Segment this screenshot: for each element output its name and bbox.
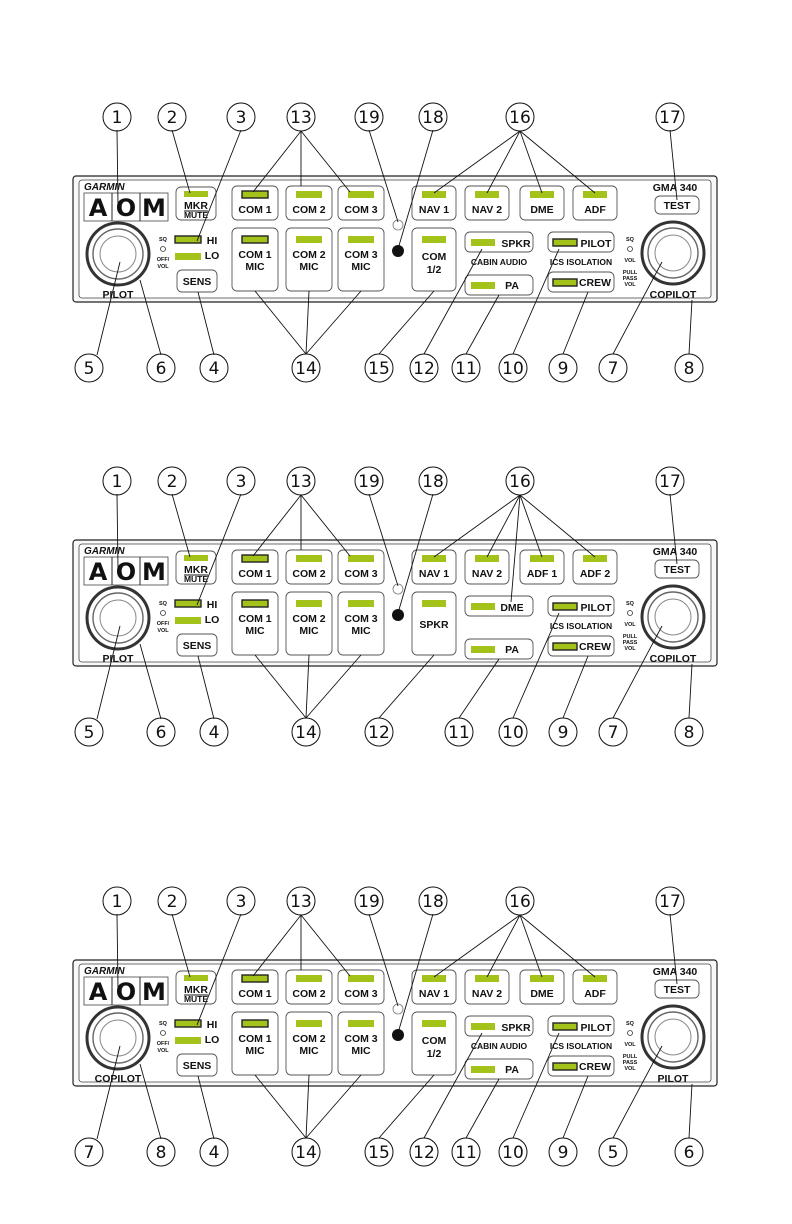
callout-number: 2 [166,108,178,128]
callout-number: 16 [509,472,531,492]
callout-number: 11 [455,359,477,379]
outer-marker-annunciator: O [115,558,137,586]
off-vol-label: VOL [157,628,169,634]
sq-label: SQ [159,601,167,607]
callout-number: 1 [111,108,123,128]
right-knob-label: COPILOT [649,289,697,301]
com-1-2-label: COM [421,1035,447,1047]
callout-leader [689,1084,692,1138]
mic-label: COM 3 [344,249,378,261]
com-3-led [348,555,374,562]
right-volume-knob[interactable] [642,1006,704,1068]
ics-isolation-label: ICS ISOLATION [549,257,613,267]
lo-label: LO [204,614,220,626]
callout-leader [466,1079,499,1138]
crew-isolation-led [553,279,577,286]
knob-inner [100,236,136,272]
com-2-led [296,555,322,562]
sq-label: SQ [159,237,167,243]
mic-label: COM 1 [238,249,272,261]
vol-label: VOL [624,1042,636,1048]
crew-isolation-label: CREW [578,277,612,289]
hi-led [175,236,201,243]
outer-marker-annunciator: A [88,194,108,222]
middle-marker-annunciator: M [142,978,166,1006]
com-1-led [242,555,268,562]
pilot-isolation-label: PILOT [580,1022,612,1034]
callout-number: 11 [448,723,470,743]
com-1-led [242,975,268,982]
speaker-led [471,1023,495,1030]
vol-label: VOL [624,622,636,628]
knob-inner [100,600,136,636]
lo-label: LO [204,250,220,262]
com-1-label: COM 1 [238,988,272,1000]
com-2-mic-led [296,1020,322,1027]
com-1-label: COM 1 [238,204,272,216]
mic-label: COM 2 [292,249,326,261]
callout-number: 19 [358,108,380,128]
mic-label: MIC [299,1045,319,1057]
callout-number: 6 [155,723,167,743]
callout-number: 16 [509,892,531,912]
outer-marker-annunciator: O [115,194,137,222]
sens-label: SENS [182,276,212,288]
mic-label: MIC [299,625,319,637]
callout-number: 7 [607,359,619,379]
left-volume-knob[interactable] [87,1007,149,1069]
pass-label: PASS [622,640,638,646]
speaker-led [471,239,495,246]
com-3-led [348,191,374,198]
intercom-mic-hole-icon [392,1029,404,1041]
intercom-mic-hole-icon [392,609,404,621]
lo-led [175,617,201,624]
vol-label: VOL [624,1066,636,1072]
com-1-led [242,191,268,198]
mute-label: MUTE [183,994,209,1004]
callout-number: 13 [290,472,312,492]
ics-isolation-label: ICS ISOLATION [549,621,613,631]
speaker-label: SPKR [501,1022,531,1034]
audio-panel-1 [73,103,717,382]
com-2-label: COM 2 [292,204,326,216]
vol-label: VOL [624,258,636,264]
audio-panel-3 [73,887,717,1166]
callout-number: 4 [208,359,220,379]
com-3-mic-led [348,600,374,607]
nav-label-1: NAV 1 [418,568,450,580]
vol-label: VOL [624,282,636,288]
mic-label: MIC [245,625,265,637]
right-volume-knob[interactable] [642,222,704,284]
pilot-isolation-label: PILOT [580,602,612,614]
com-3-mic-led [348,236,374,243]
nav-label-1: NAV 1 [418,988,450,1000]
callout-number: 4 [208,723,220,743]
left-volume-knob[interactable] [87,587,149,649]
com-2-label: COM 2 [292,568,326,580]
hi-label: HI [206,1019,218,1031]
nav-label-4: ADF 2 [579,568,611,580]
callout-number: 1 [111,472,123,492]
callout-number: 7 [607,723,619,743]
callout-leader [466,295,499,354]
crew-isolation-led [553,643,577,650]
callout-number: 12 [413,1143,435,1163]
callout-number: 5 [83,723,95,743]
pilot-isolation-led [553,603,577,610]
pa-label: PA [505,280,519,292]
com-2-led [296,191,322,198]
com-2-label: COM 2 [292,988,326,1000]
pa-led [471,646,495,653]
callout-number: 6 [683,1143,695,1163]
model-name: GMA 340 [652,546,698,558]
callout-number: 10 [502,723,524,743]
callout-number: 9 [557,1143,569,1163]
hi-led [175,600,201,607]
com-1-mic-led [242,600,268,607]
callout-number: 3 [235,892,247,912]
pilot-isolation-label: PILOT [580,238,612,250]
callout-number: 9 [557,723,569,743]
mic-label: MIC [245,1045,265,1057]
com-3-label: COM 3 [344,204,378,216]
mkr-led [184,975,208,981]
test-label: TEST [663,984,691,996]
callout-number: 1 [111,892,123,912]
nav-led-4 [583,975,607,982]
pa-led [471,1066,495,1073]
crew-isolation-label: CREW [578,641,612,653]
callout-number: 19 [358,472,380,492]
pa-label: PA [505,1064,519,1076]
left-knob-label: COPILOT [94,1073,142,1085]
center-button-led [422,236,446,243]
garmin-logo: GARMIN [84,546,125,557]
callout-number: 6 [155,359,167,379]
pa-led [471,282,495,289]
sq-label: SQ [626,1021,634,1027]
nav-led-1 [422,975,446,982]
nav-label-3: DME [530,204,554,216]
callout-number: 19 [358,892,380,912]
outer-marker-annunciator: A [88,558,108,586]
audio-panel-2 [73,467,717,746]
sens-label: SENS [182,1060,212,1072]
nav-led-1 [422,555,446,562]
callout-number: 8 [683,723,695,743]
nav-led-4 [583,555,607,562]
callout-number: 14 [295,1143,317,1163]
off-vol-label: OFF/ [156,257,170,263]
dme-label: DME [500,602,524,614]
right-knob-label: COPILOT [649,653,697,665]
nav-label-3: DME [530,988,554,1000]
com-1-2-label: 1/2 [426,264,442,276]
mic-label: COM 2 [292,613,326,625]
com-3-mic-led [348,1020,374,1027]
right-knob-label: PILOT [657,1073,689,1085]
mic-label: COM 1 [238,613,272,625]
outer-marker-annunciator: A [88,978,108,1006]
mic-label: COM 3 [344,1033,378,1045]
callout-number: 12 [368,723,390,743]
crew-isolation-label: CREW [578,1061,612,1073]
callout-number: 18 [422,472,444,492]
speaker-label: SPKR [419,619,449,631]
lo-led [175,1037,201,1044]
left-knob-label: PILOT [102,289,134,301]
callout-number: 10 [502,1143,524,1163]
nav-label-4: ADF [584,988,606,1000]
nav-led-4 [583,191,607,198]
outer-marker-annunciator: O [115,978,137,1006]
com-2-mic-led [296,600,322,607]
knob-inner [100,1020,136,1056]
sens-label: SENS [182,640,212,652]
mic-label: MIC [351,261,371,273]
garmin-logo: GARMIN [84,182,125,193]
callout-number: 8 [155,1143,167,1163]
mkr-label: MKR [184,564,208,576]
mic-label: COM 1 [238,1033,272,1045]
callout-number: 5 [607,1143,619,1163]
mkr-led [184,191,208,197]
callout-number: 3 [235,108,247,128]
pilot-isolation-led [553,1023,577,1030]
mkr-label: MKR [184,984,208,996]
speaker-label: SPKR [501,238,531,250]
hi-label: HI [206,235,218,247]
com-1-label: COM 1 [238,568,272,580]
com-1-2-label: COM [421,251,447,263]
mic-label: COM 2 [292,1033,326,1045]
callout-number: 4 [208,1143,220,1163]
test-label: TEST [663,200,691,212]
crew-isolation-led [553,1063,577,1070]
sq-label: SQ [159,1021,167,1027]
callout-number: 10 [502,359,524,379]
com-1-mic-led [242,1020,268,1027]
sq-label: SQ [626,237,634,243]
nav-led-1 [422,191,446,198]
left-volume-knob[interactable] [87,223,149,285]
mic-label: MIC [351,625,371,637]
ics-isolation-label: ICS ISOLATION [549,1041,613,1051]
middle-marker-annunciator: M [142,194,166,222]
callout-leader [689,300,692,354]
hi-label: HI [206,599,218,611]
mic-label: MIC [245,261,265,273]
callout-number: 17 [659,892,681,912]
nav-label-2: NAV 2 [471,568,503,580]
model-name: GMA 340 [652,966,698,978]
left-knob-label: PILOT [102,653,134,665]
vol-label: VOL [624,646,636,652]
mic-label: MIC [351,1045,371,1057]
com-2-led [296,975,322,982]
callout-number: 16 [509,108,531,128]
speaker-led [471,603,495,610]
test-label: TEST [663,564,691,576]
pull-label: PULL [622,1054,638,1060]
nav-label-1: NAV 1 [418,204,450,216]
center-button-led [422,600,446,607]
cabin-audio-label: CABIN AUDIO [470,257,528,267]
callout-number: 13 [290,108,312,128]
callout-number: 11 [455,1143,477,1163]
mkr-led [184,555,208,561]
callout-number: 17 [659,472,681,492]
nav-label-3: ADF 1 [526,568,558,580]
callout-number: 9 [557,359,569,379]
com-3-label: COM 3 [344,988,378,1000]
callout-number: 2 [166,472,178,492]
callout-number: 18 [422,892,444,912]
middle-marker-annunciator: M [142,558,166,586]
com-3-led [348,975,374,982]
callout-number: 15 [368,1143,390,1163]
callout-number: 14 [295,359,317,379]
pass-label: PASS [622,1060,638,1066]
com-1-2-label: 1/2 [426,1048,442,1060]
callout-number: 2 [166,892,178,912]
callout-number: 8 [683,359,695,379]
lo-led [175,253,201,260]
mic-label: COM 3 [344,613,378,625]
com-1-mic-led [242,236,268,243]
center-button-led [422,1020,446,1027]
nav-label-2: NAV 2 [471,204,503,216]
off-vol-label: OFF/ [156,1041,170,1047]
callout-number: 5 [83,359,95,379]
callout-leader [689,664,692,718]
model-name: GMA 340 [652,182,698,194]
mute-label: MUTE [183,574,209,584]
hi-led [175,1020,201,1027]
mic-label: MIC [299,261,319,273]
lo-label: LO [204,1034,220,1046]
off-vol-label: OFF/ [156,621,170,627]
cabin-audio-label: CABIN AUDIO [470,1041,528,1051]
garmin-logo: GARMIN [84,966,125,977]
com-3-label: COM 3 [344,568,378,580]
com-2-mic-led [296,236,322,243]
pass-label: PASS [622,276,638,282]
callout-number: 14 [295,723,317,743]
callout-number: 12 [413,359,435,379]
callout-number: 17 [659,108,681,128]
nav-label-4: ADF [584,204,606,216]
pa-label: PA [505,644,519,656]
mute-label: MUTE [183,210,209,220]
pull-label: PULL [622,270,638,276]
nav-label-2: NAV 2 [471,988,503,1000]
callout-number: 13 [290,892,312,912]
pilot-isolation-led [553,239,577,246]
callout-leader [459,659,499,718]
sq-label: SQ [626,601,634,607]
mkr-label: MKR [184,200,208,212]
right-volume-knob[interactable] [642,586,704,648]
callout-number: 15 [368,359,390,379]
intercom-mic-hole-icon [392,245,404,257]
off-vol-label: VOL [157,1048,169,1054]
pull-label: PULL [622,634,638,640]
callout-number: 7 [83,1143,95,1163]
callout-number: 18 [422,108,444,128]
callout-number: 3 [235,472,247,492]
off-vol-label: VOL [157,264,169,270]
